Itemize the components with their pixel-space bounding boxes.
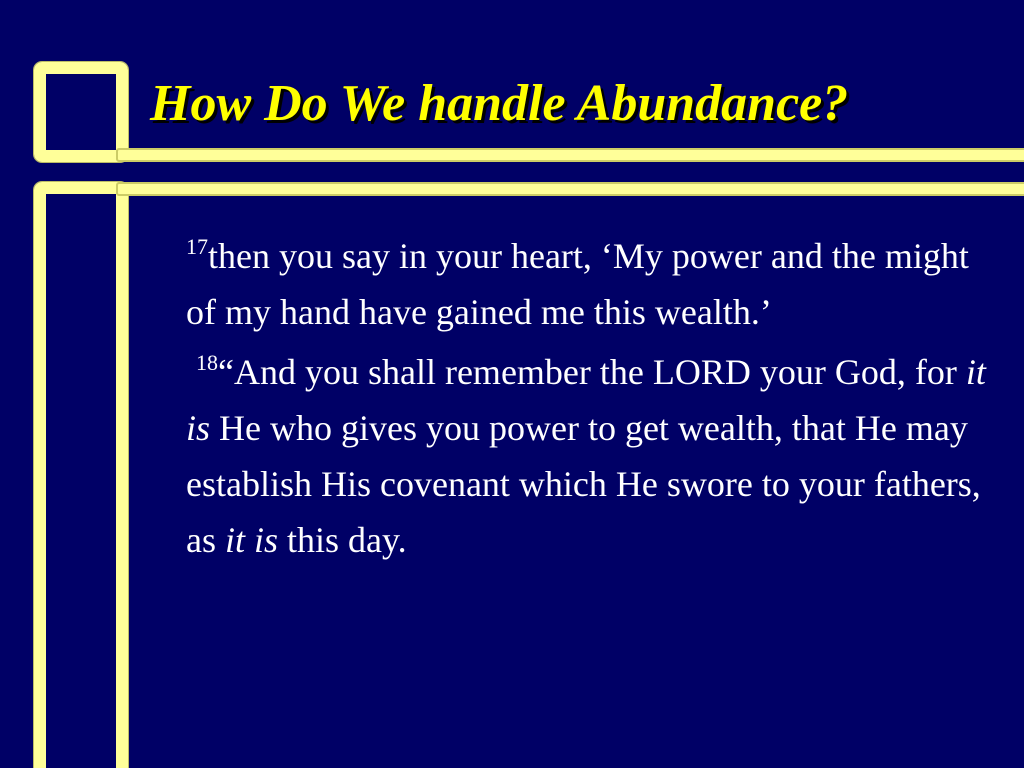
verse-18-text-3: this day. (278, 520, 407, 560)
verse-17 (186, 228, 1006, 340)
verse-18 (186, 344, 1006, 568)
slide-title: How Do We handle Abundance? (150, 75, 849, 132)
frame-bar-bottom (116, 182, 1024, 196)
verse-18-italic-2: it is (225, 520, 279, 560)
verse-18-text-1: “And you shall remember the LORD your God, for (218, 352, 966, 392)
frame-box-bottom (34, 182, 128, 768)
verse-17-text: then you say in your heart, ‘My power and the might of my hand have gained me this wealth.’ (186, 236, 969, 332)
verse-18-italic-1: it is (186, 352, 986, 448)
slide-body (186, 228, 1006, 568)
frame-bar-top (116, 148, 1024, 162)
verse-18-number: 18 (196, 350, 218, 375)
verse-18-text-2: He who gives you power to get wealth, that He may establish His covenant which He swore to your fathers, as (186, 408, 981, 560)
verse-17-number: 17 (186, 234, 208, 259)
frame-box-top (34, 62, 128, 162)
